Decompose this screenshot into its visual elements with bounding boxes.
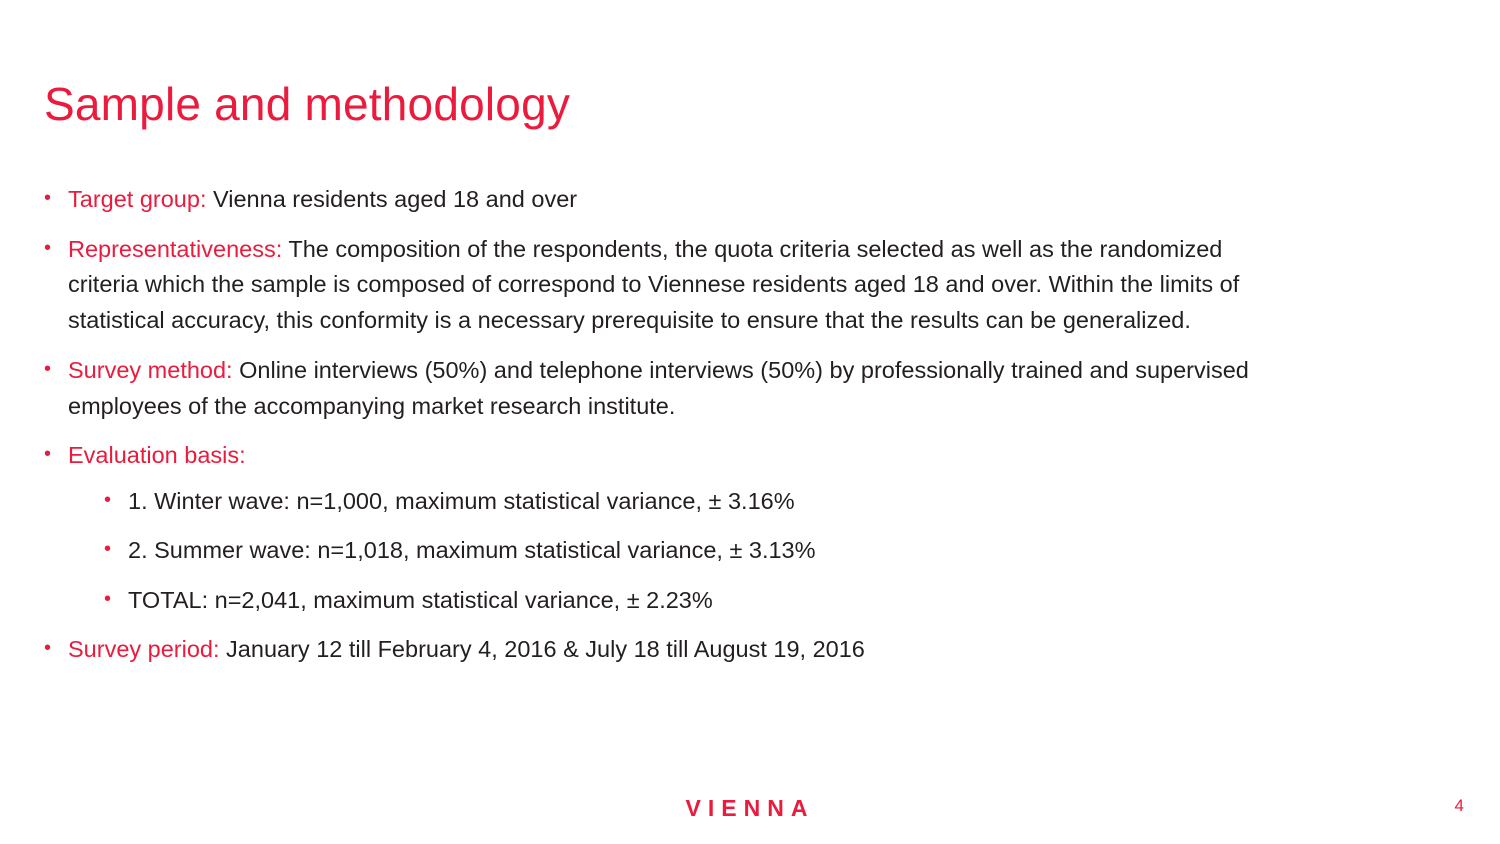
bullet-lead-label: Target group: (68, 186, 207, 212)
list-item (38, 353, 1296, 424)
bullet-body-text: The composition of the respondents, the quota criteria selected as well as the randomized criteria which the sample is composed of correspond to Viennese residents aged 18 and over. Within the limits of statistical accuracy, this conformity is a necessary prerequisite to ensure that the results can be generalized. (68, 235, 1240, 334)
page-number: 4 (1454, 796, 1464, 815)
bullet-lead-label: Representativeness: (68, 235, 283, 262)
bullet-lead-label: Survey period: (68, 635, 220, 662)
list-item: • TOTAL: n=2,041, maximum statistical variance, ± 2.23% (98, 583, 1296, 618)
list-item (38, 632, 1296, 668)
bullet-body-text: January 12 till February 4, 2016 & July 18 till August 19, 2016 (219, 635, 865, 662)
vienna-logo: VIENNA (685, 795, 815, 821)
list-item: • 1. Winter wave: n=1,000, maximum statistical variance, ± 3.16% (98, 484, 1296, 519)
bullet-body-text: Online interviews (50%) and telephone interviews (50%) by professionally trained and supervised employees of the accompanying market research institute. (68, 356, 1249, 419)
page-title: Sample and methodology (44, 77, 571, 130)
list-item (38, 438, 1296, 617)
list-item (38, 182, 1296, 218)
slide-content (38, 182, 1296, 682)
sub-list-wrapper (98, 484, 1296, 618)
sub-bullet-list (98, 484, 1296, 618)
list-item (38, 232, 1296, 339)
bullet-list (38, 182, 1296, 668)
list-item: • 2. Summer wave: n=1,018, maximum statistical variance, ± 3.13% (98, 533, 1296, 568)
bullet-lead-label: Evaluation basis: (68, 442, 246, 469)
bullet-lead-label: Survey method: (68, 356, 233, 383)
bullet-body-text: Vienna residents aged 18 and over (206, 186, 578, 212)
